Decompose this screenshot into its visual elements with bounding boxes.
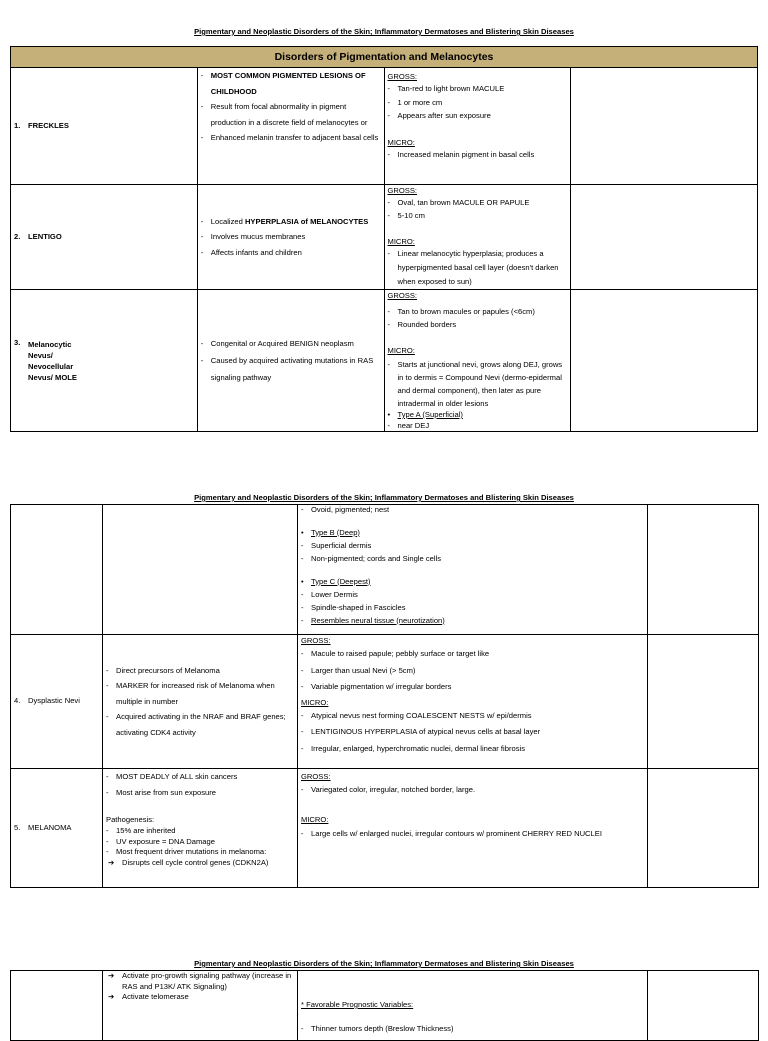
blank-cell: [571, 290, 758, 432]
gross-list: - Macule to raised papule; pebbly surface or target like - Larger than usual Nevi (> 5cm) - Variable pigmentation w/ irregular borders: [301, 649, 490, 691]
pigmentation-table-part-1: [10, 46, 758, 432]
disorder-name: 3. Melanocytic Nevus/ Nevocellular Nevus/ MOLE: [14, 337, 77, 382]
pathogenesis-list: - 15% are inherited - UV exposure = DNA Damage - Most frequent driver mutations in melanoma:: [106, 826, 267, 856]
table-row-lentigo: [11, 185, 758, 290]
blank-cell: [11, 505, 103, 635]
gross-list: - Tan-red to light brown MACULE - 1 or more cm - Appears after sun exposure: [387, 84, 505, 120]
disorder-name: 2. LENTIGO: [14, 231, 62, 241]
table-row-nevus: [11, 290, 758, 432]
gross-label: GROSS:: [387, 72, 418, 81]
page-header: Pigmentary and Neoplastic Disorders of the Skin; Inflammatory Dermatoses and Blistering Skin Diseases: [194, 959, 574, 968]
pathogenesis-label: Pathogenesis:: [106, 815, 155, 824]
arrow-item: ➔ Activate pro-growth signaling pathway (increase in RAS and P13K/ ATK Signaling): [108, 971, 292, 991]
prognostic-label: * Favorable Prognostic Variables:: [301, 1000, 414, 1009]
gross-label: GROSS:: [387, 186, 418, 195]
type-a-list: • Type A (Superficial) - near DEJ: [387, 410, 463, 430]
page-header: Pigmentary and Neoplastic Disorders of the Skin; Inflammatory Dermatoses and Blistering Skin Diseases: [194, 493, 574, 502]
blank-cell: [648, 971, 759, 1041]
gross-label: GROSS:: [301, 636, 331, 645]
disorder-name: 1. FRECKLES: [14, 120, 69, 130]
page-header: Pigmentary and Neoplastic Disorders of the Skin; Inflammatory Dermatoses and Blistering Skin Diseases: [194, 27, 574, 36]
description-list: - Direct precursors of Melanoma - MARKER for increased risk of Melanoma when multiple in number - Acquired activating in the NRAF and BRAF genes; activating CDK4 activity: [106, 665, 286, 737]
micro-list: - Linear melanocytic hyperplasia; produces a hyperpigmented basal cell layer (doesn't darken when exposed to sun): [387, 249, 559, 286]
table-row-freckles: [11, 68, 758, 185]
blank-cell: [11, 971, 103, 1041]
micro-label: MICRO:: [301, 814, 329, 824]
arrow-item: ➔ Disrupts cell cycle control genes (CDKN2A): [108, 857, 269, 867]
micro-label: MICRO:: [301, 697, 329, 707]
table-row-nevus-continued: [11, 505, 759, 635]
gross-label: GROSS:: [301, 772, 331, 781]
description-list: - MOST COMMON PIGMENTED LESIONS OF CHILDHOOD - Result from focal abnormality in pigment production in a discrete field of melanocytes or - Enhanced melanin transfer to adjacent basal cells: [200, 71, 379, 142]
description-list: - MOST DEADLY of ALL skin cancers - Most arise from sun exposure: [106, 772, 238, 797]
blank-cell: [648, 505, 759, 635]
micro-label: MICRO:: [387, 237, 415, 246]
blank-cell: [571, 185, 758, 290]
table-row-melanoma: [11, 769, 759, 888]
micro-label: MICRO:: [387, 137, 415, 147]
type-a-continued: - Ovoid, pigmented; nest: [301, 505, 390, 514]
blank-cell: [571, 68, 758, 185]
pigmentation-table-part-2: [10, 504, 759, 888]
description-list: - Congenital or Acquired BENIGN neoplasm - Caused by acquired activating mutations in RAS signaling pathway: [200, 339, 374, 382]
blank-cell: [648, 635, 759, 769]
micro-list: - Atypical nevus nest forming COALESCENT NESTS w/ epi/dermis - LENTIGINOUS HYPERPLASIA of atypical nevus cells at basal layer - Irregular, enlarged, hyperchromatic nuclei, dermal linear fibrosis: [301, 710, 541, 753]
micro-label: MICRO:: [387, 346, 415, 355]
prognostic-list: - Thinner tumors depth (Breslow Thickness): [301, 1024, 454, 1033]
gross-label: GROSS:: [387, 291, 418, 300]
gross-list: - Tan to brown macules or papules (<6cm) - Rounded borders: [387, 307, 535, 329]
micro-list: - Large cells w/ enlarged nuclei, irregular contours w/ prominent CHERRY RED NUCLEI: [301, 828, 602, 838]
description-list: - Localized HYPERPLASIA of MELANOCYTES - Involves mucus membranes - Affects infants and children: [200, 216, 369, 257]
blank-cell: [648, 769, 759, 888]
micro-list: - Starts at junctional nevi, grows along DEJ, grows in to dermis = Compound Nevi (dermo-epidermal and dermal component), then later as pure intradermal in older lesions: [387, 360, 563, 408]
table-row-dysplastic-nevi: [11, 635, 759, 769]
type-c-list: • Type C (Deepest) - Lower Dermis - Spindle-shaped in Fascicles - Resembles neural tissue (neurotization): [301, 576, 445, 625]
gross-list: - Variegated color, irregular, notched border, large.: [301, 785, 476, 794]
blank-cell: [103, 505, 298, 635]
arrow-item: ➔ Activate telomerase: [108, 992, 189, 1001]
section-title: Disorders of Pigmentation and Melanocytes: [11, 47, 758, 68]
type-b-list: • Type B (Deep) - Superficial dermis - Non-pigmented; cords and Single cells: [301, 527, 442, 563]
gross-list: - Oval, tan brown MACULE OR PAPULE - 5-10 cm: [387, 198, 530, 220]
disorder-name: 4. Dysplastic Nevi: [14, 696, 80, 706]
pigmentation-table-part-3: [10, 970, 759, 1041]
table-row-melanoma-continued: [11, 971, 759, 1041]
disorder-name: 5. MELANOMA: [14, 822, 72, 832]
micro-list: - Increased melanin pigment in basal cells: [387, 149, 535, 159]
